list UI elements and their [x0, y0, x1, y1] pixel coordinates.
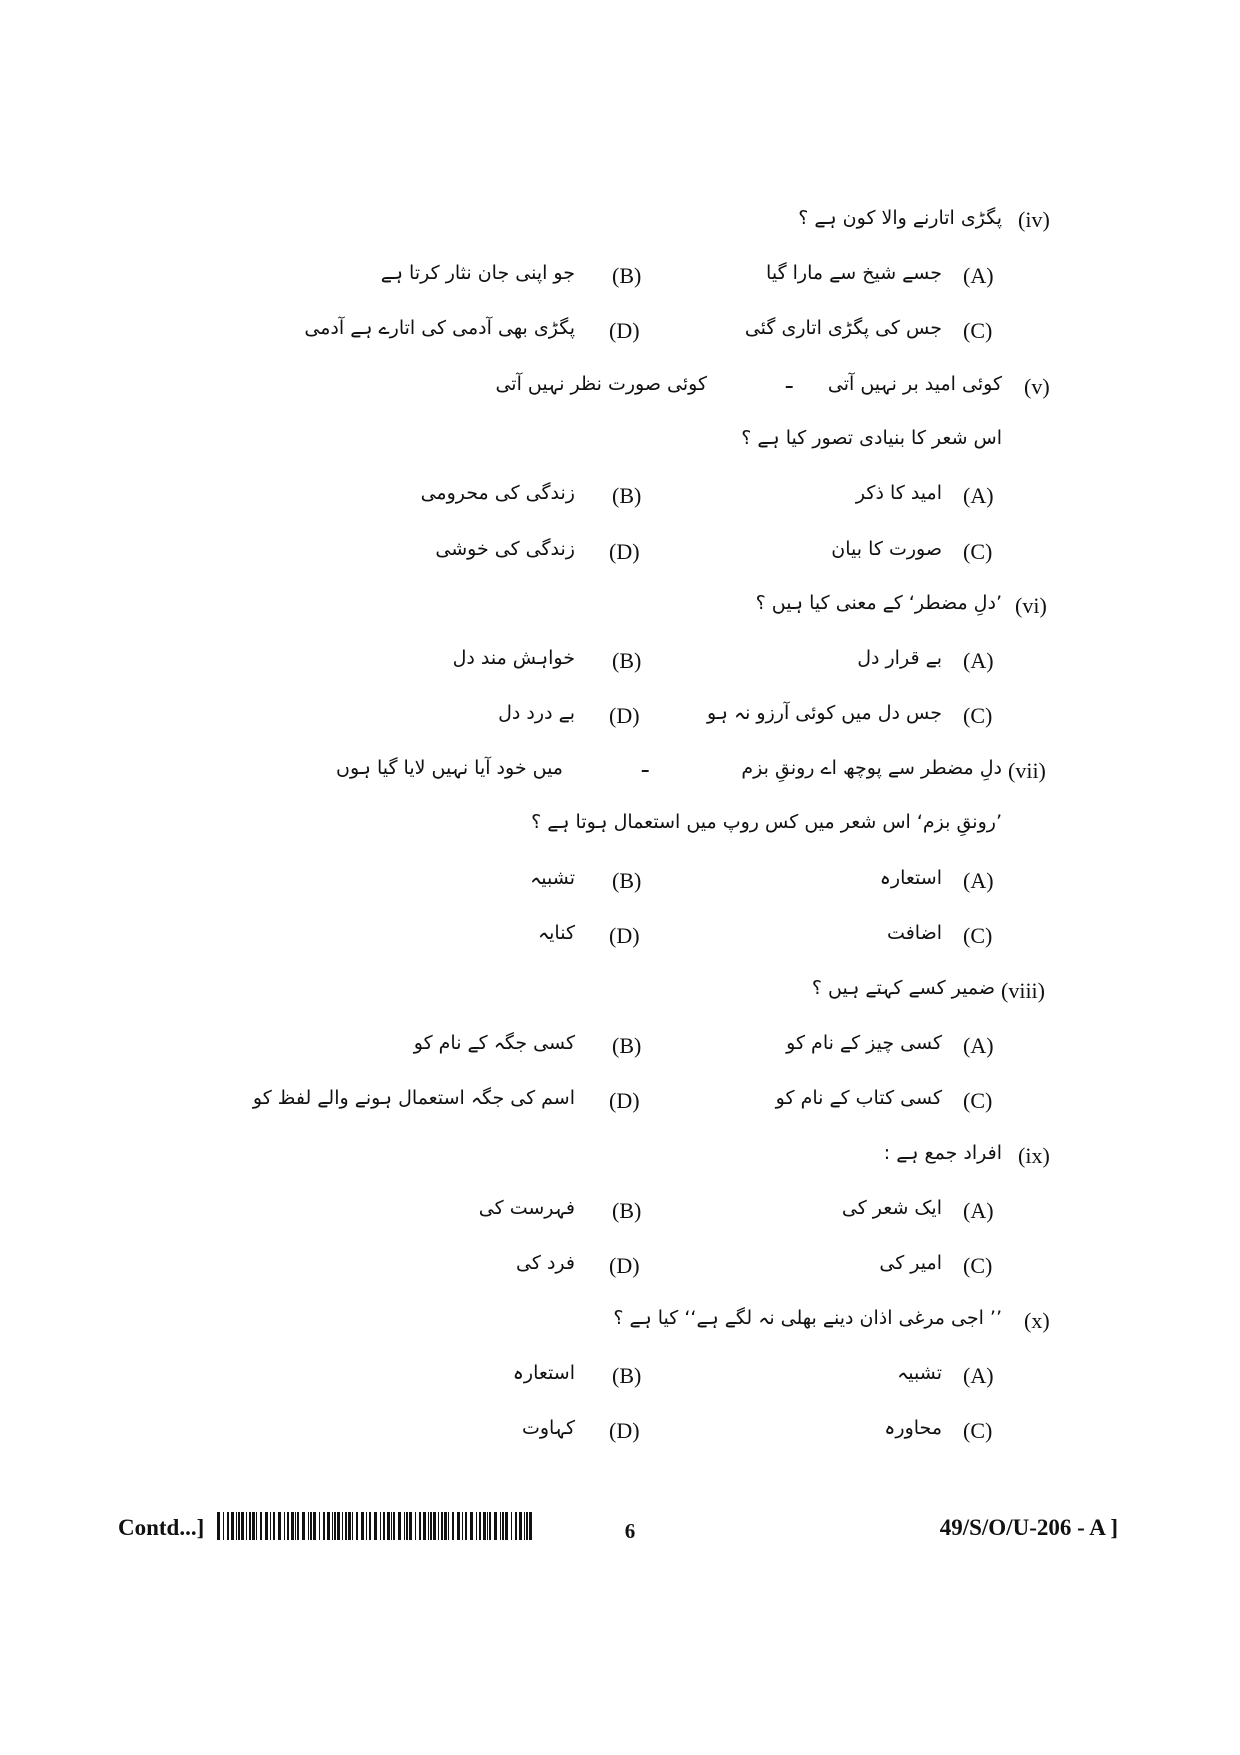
- option-label-b: (B): [612, 868, 642, 893]
- option-label-a: (A): [963, 1363, 994, 1388]
- verse-separator: ـ: [642, 752, 649, 777]
- option-text-d: بے درد دل: [498, 702, 575, 724]
- option-text-c: صورت کا بیان: [831, 538, 942, 560]
- option-text-a: امید کا ذکر: [855, 482, 942, 504]
- option-text-d: کنایہ: [538, 922, 575, 944]
- option-text-b: زندگی کی محرومی: [420, 482, 575, 504]
- question-number: (ix): [1018, 1143, 1050, 1168]
- option-label-b: (B): [612, 648, 642, 673]
- option-label-d: (D): [609, 539, 640, 564]
- option-text-a: جسے شیخ سے مارا گیا: [766, 262, 942, 284]
- option-label-a: (A): [963, 868, 994, 893]
- question-number: (v): [1024, 374, 1050, 399]
- option-label-c: (C): [963, 1253, 993, 1278]
- option-label-c: (C): [963, 318, 993, 343]
- option-text-c: جس دل میں کوئی آرزو نہ ہو: [706, 702, 942, 724]
- page-number: 6: [624, 1519, 636, 1543]
- question-stem: ’’ اجی مرغی اذان دینے بھلی نہ لگے ہے‘‘ کیا ہے ؟: [613, 1307, 1002, 1329]
- verse-line-1: کوئی امید بر نہیں آتی: [827, 373, 1002, 395]
- option-label-d: (D): [609, 703, 640, 728]
- option-label-c: (C): [963, 923, 993, 948]
- question-number: (iv): [1018, 207, 1050, 232]
- option-label-d: (D): [609, 318, 640, 343]
- paper-code: 49/S/O/U-206 - A ]: [939, 1515, 1118, 1540]
- option-text-b: کسی جگہ کے نام کو: [413, 1032, 575, 1054]
- question-stem: اس شعر کا بنیادی تصور کیا ہے ؟: [741, 427, 1002, 449]
- option-text-d: فرد کی: [516, 1252, 575, 1274]
- option-text-b: استعارہ: [512, 1362, 575, 1384]
- option-text-d: اسم کی جگہ استعمال ہونے والے لفظ کو: [252, 1087, 575, 1109]
- option-label-d: (D): [609, 1253, 640, 1278]
- option-label-a: (A): [963, 1033, 994, 1058]
- option-text-b: تشبیہ: [530, 867, 575, 889]
- question-stem: ’دلِ مضطر‘ کے معنی کیا ہیں ؟: [755, 592, 1002, 614]
- option-label-a: (A): [963, 1198, 994, 1223]
- option-text-c: امیر کی: [879, 1252, 942, 1274]
- contd-label: Contd...]: [118, 1515, 205, 1540]
- option-text-b: خواہش مند دل: [452, 647, 575, 669]
- option-label-b: (B): [612, 1033, 642, 1058]
- option-label-d: (D): [609, 1418, 640, 1443]
- option-label-a: (A): [963, 263, 994, 288]
- question-number: (viii): [1001, 978, 1045, 1003]
- question-number: (x): [1024, 1308, 1050, 1333]
- option-label-a: (A): [963, 483, 994, 508]
- option-label-b: (B): [612, 1363, 642, 1388]
- option-label-b: (B): [612, 1198, 642, 1223]
- option-text-c: اضافت: [887, 922, 942, 944]
- option-label-c: (C): [963, 703, 993, 728]
- option-text-d: پگڑی بھی آدمی کی اتارے ہے آدمی: [304, 317, 575, 339]
- barcode-icon: [217, 1512, 535, 1540]
- option-text-c: کسی کتاب کے نام کو: [775, 1087, 942, 1109]
- option-text-a: بے قرار دل: [857, 647, 942, 669]
- option-text-d: زندگی کی خوشی: [435, 538, 575, 560]
- option-text-b: فہرست کی: [478, 1197, 575, 1219]
- verse-line-2: میں خود آیا نہیں لایا گیا ہوں: [336, 757, 563, 779]
- option-label-d: (D): [609, 1088, 640, 1113]
- question-number: (vi): [1015, 593, 1047, 618]
- option-text-a: ایک شعر کی: [841, 1197, 942, 1219]
- option-label-b: (B): [612, 483, 642, 508]
- option-text-c: جس کی پگڑی اتاری گئی: [744, 317, 942, 339]
- option-text-a: کسی چیز کے نام کو: [786, 1032, 942, 1054]
- question-stem: افراد جمع ہے :: [883, 1142, 1002, 1164]
- option-text-c: محاورہ: [884, 1417, 942, 1439]
- option-text-a: تشبیہ: [897, 1362, 942, 1384]
- question-stem: پگڑی اتارنے والا کون ہے ؟: [798, 207, 1002, 229]
- option-text-a: استعارہ: [879, 867, 942, 889]
- question-number: (vii): [1008, 758, 1046, 783]
- question-stem: ضمیر کسے کہتے ہیں ؟: [811, 977, 995, 999]
- option-label-c: (C): [963, 1088, 993, 1113]
- verse-line-1: دلِ مضطر سے پوچھ اے رونقِ بزم: [741, 757, 1002, 779]
- option-text-d: کہاوت: [521, 1417, 575, 1439]
- question-stem: ’رونقِ بزم‘ اس شعر میں کس روپ میں استعمال ہوتا ہے ؟: [531, 811, 1002, 833]
- option-label-c: (C): [963, 1418, 993, 1443]
- option-label-c: (C): [963, 539, 993, 564]
- option-label-a: (A): [963, 648, 994, 673]
- option-label-d: (D): [609, 923, 640, 948]
- verse-line-2: کوئی صورت نظر نہیں آتی: [495, 373, 707, 395]
- option-text-b: جو اپنی جان نثار کرتا ہے: [380, 262, 575, 284]
- verse-separator: ـ: [786, 368, 793, 393]
- option-label-b: (B): [612, 263, 642, 288]
